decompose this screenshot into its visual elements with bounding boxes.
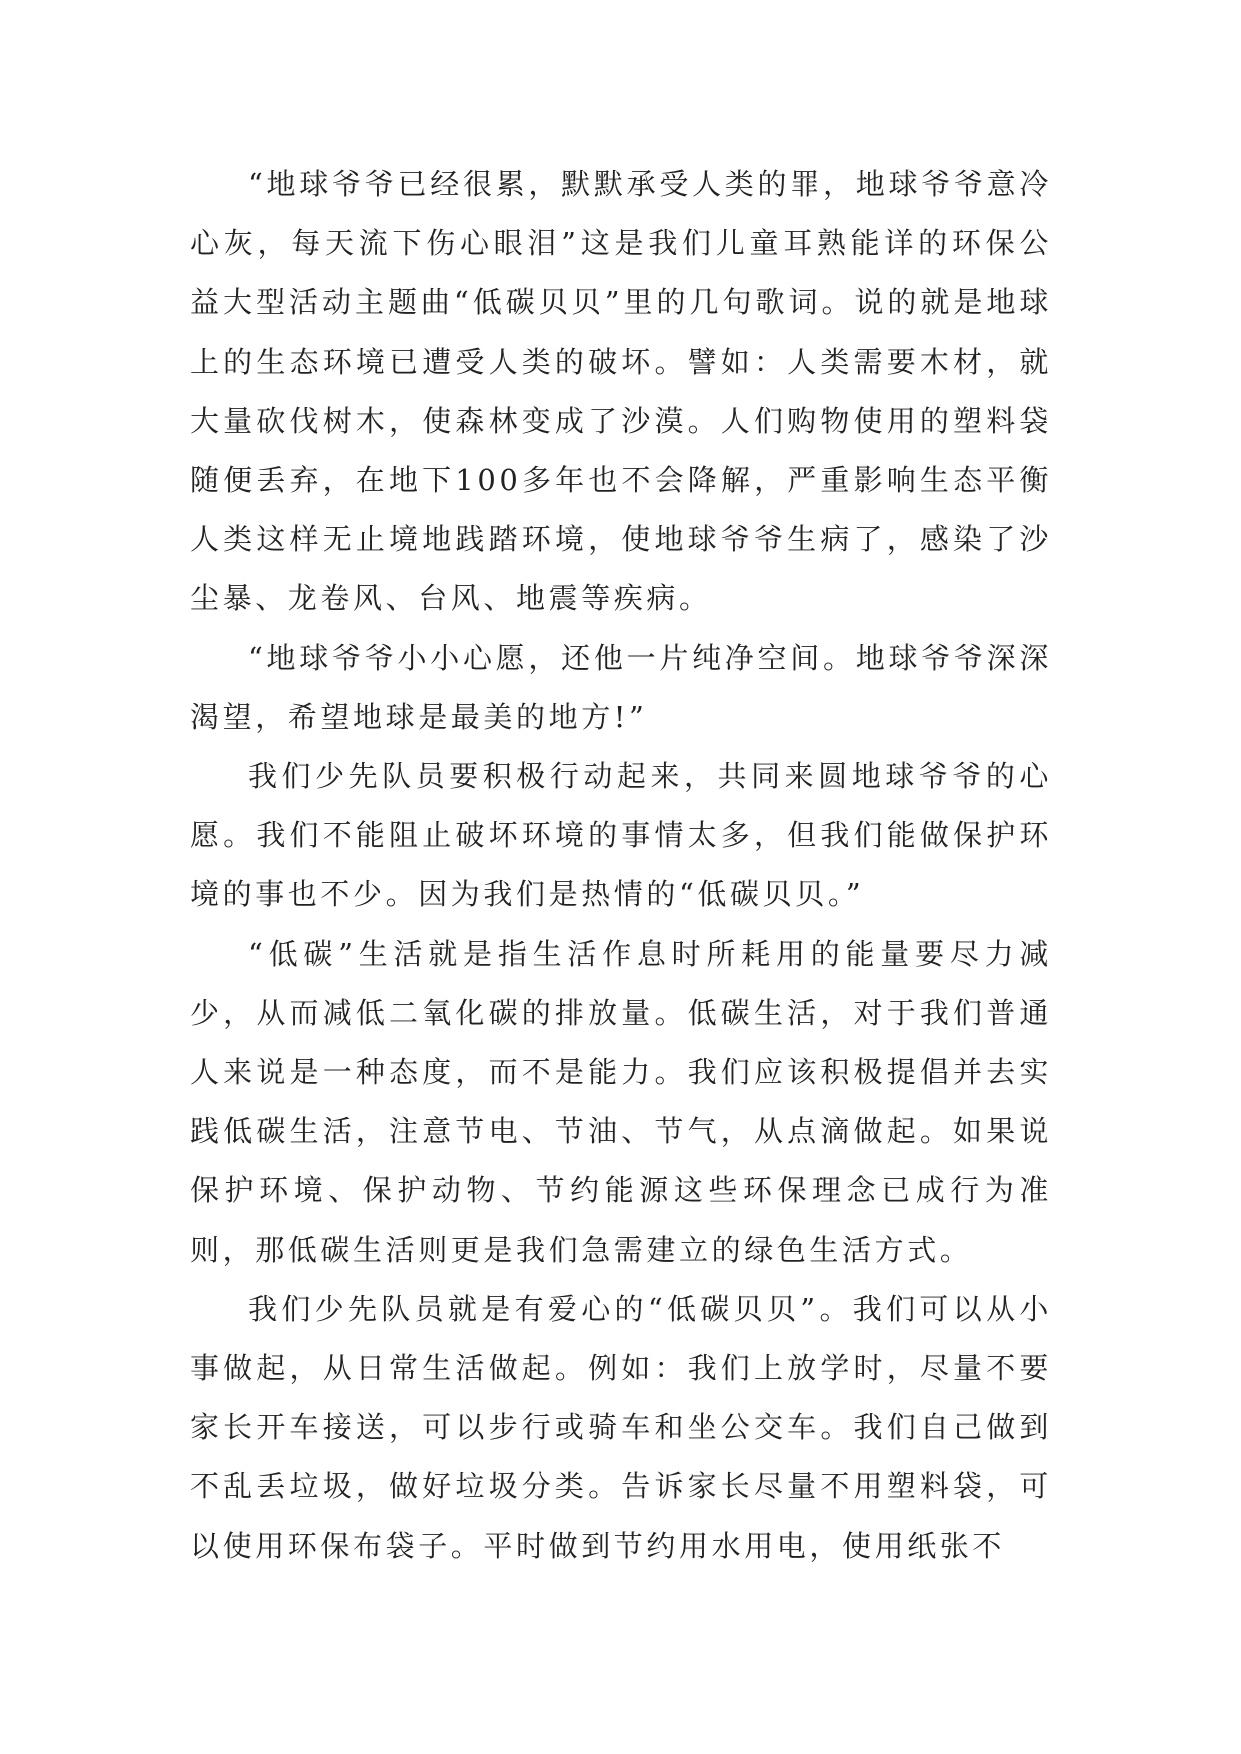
paragraph-1: “地球爷爷已经很累，默默承受人类的罪，地球爷爷意冷心灰，每天流下伤心眼泪”这是我们儿童耳熟能详的环保公益大型活动主题曲“低碳贝贝”里的几句歌词。说的就是地球上的生态环境已遭受人类的破坏。譬如：人类需要木材，就大量砍伐树木，使森林变成了沙漠。人们购物使用的塑料袋随便丢弃，在地下100多年也不会降解，严重影响生态平衡人类这样无止境地践踏环境，使地球爷爷生病了，感染了沙尘暴、龙卷风、台风、地震等疾病。 [190,167,1052,616]
paragraph-5: 我们少先队员就是有爱心的“低碳贝贝”。我们可以从小事做起，从日常生活做起。例如：我们上放学时，尽量不要家长开车接送，可以步行或骑车和坐公交车。我们自己做到不乱丢垃圾，做好垃圾分类。告诉家长尽量不用塑料袋，可以使用环保布袋子。平时做到节约用水用电，使用纸张不 [190,1291,1052,1563]
document-body [190,155,1052,1576]
paragraph-4: “低碳”生活就是指生活作息时所耗用的能量要尽力减少，从而减低二氧化碳的排放量。低碳生活，对于我们普通人来说是一种态度，而不是能力。我们应该积极提倡并去实践低碳生活，注意节电、节油、节气，从点滴做起。如果说保护环境、保护动物、节约能源这些环保理念已成行为准则，那低碳生活则更是我们急需建立的绿色生活方式。 [190,936,1052,1267]
paragraph-2: “地球爷爷小小心愿，还他一片纯净空间。地球爷爷深深渴望，希望地球是最美的地方!” [190,640,1052,734]
paragraph-3: 我们少先队员要积极行动起来，共同来圆地球爷爷的心愿。我们不能阻止破坏环境的事情太多，但我们能做保护环境的事也不少。因为我们是热情的“低碳贝贝。” [190,759,1052,912]
